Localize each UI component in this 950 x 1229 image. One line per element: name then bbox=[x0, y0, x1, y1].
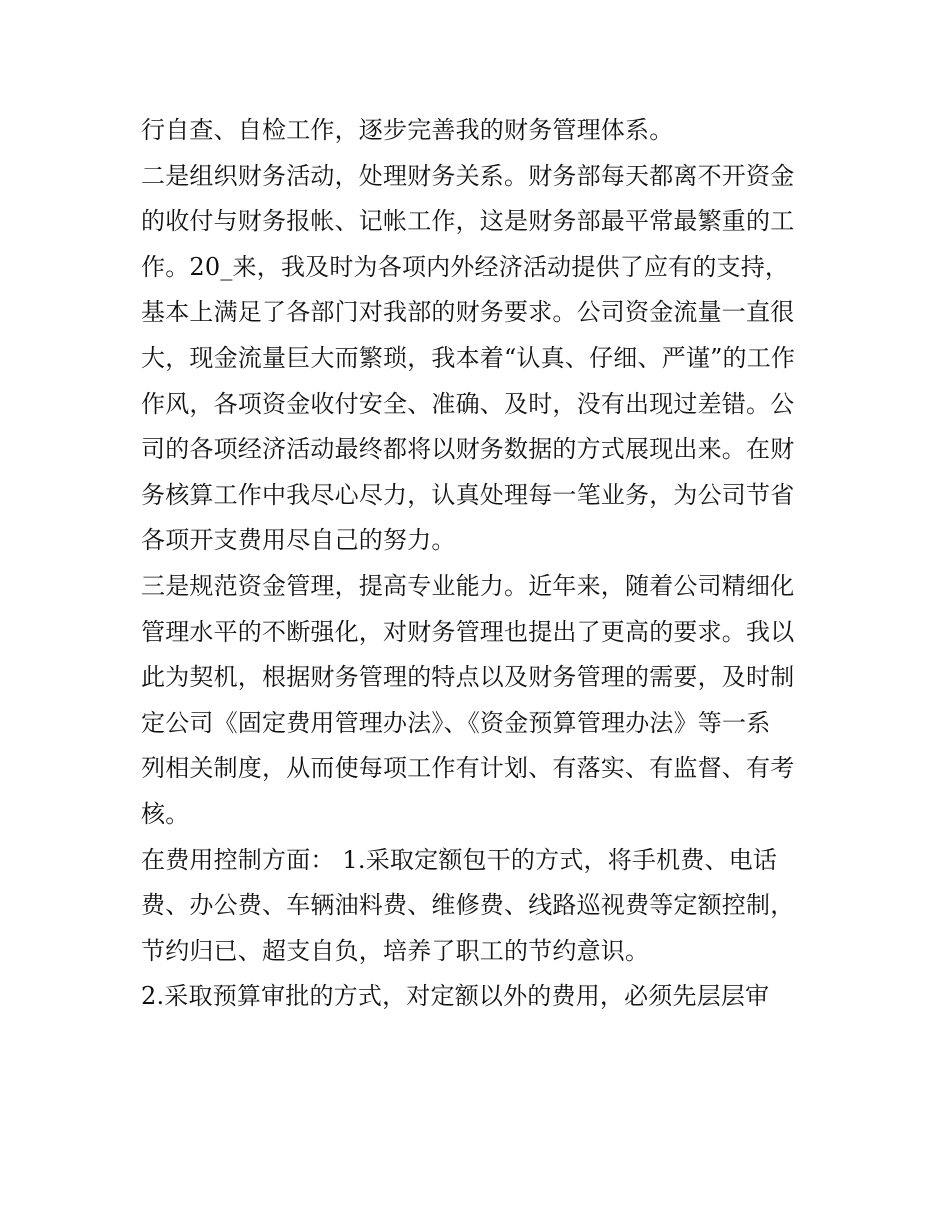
text-line: 节约归已、超支自负，培养了职工的节约意识。 bbox=[141, 936, 650, 965]
text-line: 行自查、自检工作，逐步完善我的财务管理体系。 bbox=[141, 116, 674, 144]
text-line: 二是组织财务活动，处理财务关系。财务部每天都离不开资金 bbox=[141, 161, 795, 190]
text-line: 三是规范资金管理，提高专业能力。近年来，随着公司精细化 bbox=[141, 571, 795, 600]
text-line: 务核算工作中我尽心尽力，认真处理每一笔业务，为公司节省 bbox=[141, 480, 795, 509]
text-line: 费、办公费、车辆油料费、维修费、线路巡视费等定额控制， bbox=[141, 891, 795, 920]
text-line: 列相关制度，从而使每项工作有计划、有落实、有监督、有考 bbox=[141, 754, 795, 783]
text-line: 作。20_来，我及时为各项内外经济活动提供了应有的支持， bbox=[141, 252, 790, 281]
text-line: 基本上满足了各部门对我部的财务要求。公司资金流量一直很 bbox=[141, 298, 795, 327]
text-line: 各项开支费用尽自己的努力。 bbox=[141, 526, 456, 555]
text-line: 管理水平的不断强化，对财务管理也提出了更高的要求。我以 bbox=[141, 617, 795, 646]
text-line: 作风，各项资金收付安全、准确、及时，没有出现过差错。公 bbox=[141, 389, 795, 418]
text-line: 在费用控制方面： 1.采取定额包干的方式，将手机费、电话 bbox=[141, 845, 778, 874]
text-line: 定公司《固定费用管理办法》、《资金预算管理办法》等一系 bbox=[141, 708, 771, 737]
text-line: 2.采取预算审批的方式，对定额以外的费用，必须先层层审 bbox=[141, 982, 770, 1011]
text-line: 此为契机，根据财务管理的特点以及财务管理的需要，及时制 bbox=[141, 663, 795, 692]
document-body bbox=[141, 108, 821, 1020]
text-line: 司的各项经济活动最终都将以财务数据的方式展现出来。在财 bbox=[141, 435, 795, 464]
text-line: 大，现金流量巨大而繁琐，我本着“认真、仔细、严谨”的工作 bbox=[141, 343, 796, 372]
text-line: 核。 bbox=[141, 799, 190, 828]
text-line: 的收付与财务报帐、记帐工作，这是财务部最平常最繁重的工 bbox=[141, 207, 795, 236]
